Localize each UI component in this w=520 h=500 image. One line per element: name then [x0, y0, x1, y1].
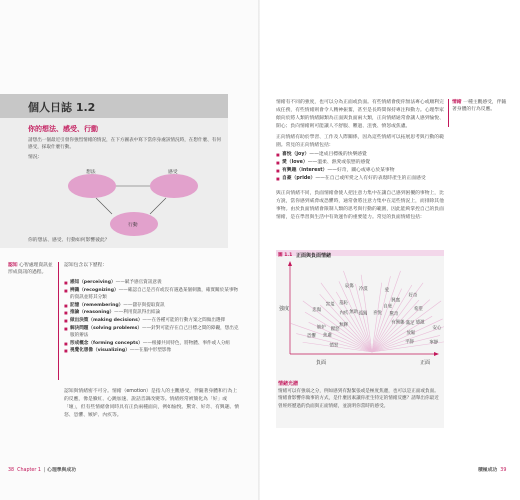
list-item: [276, 167, 444, 175]
emotion-spectrum-diagram: [276, 258, 444, 376]
positive-emotion-word: 興奮: [391, 298, 401, 304]
negative-emotion-word: 厭惡: [330, 327, 340, 333]
list-item-text: ——針對可能存在自己目標之間的障礙，想出克服的辦法: [70, 325, 239, 339]
axis-strength-label: 強度: [279, 306, 290, 312]
right-paragraph-1: 情緒有不同的強度，也可以分為正面或負面。有些情緒會使你無法專心或順利完成任務，有些情緒則會令人精神振奮，甚至是長時間保持專注和動力。心理學家傾向於將人類的情緒歸類為正面與負面兩大類，正向情緒通常會讓人感到愉悅、開心；負向情緒則可能讓人不舒服、難過、沮喪、憤怒或焦慮。: [276, 100, 444, 129]
positive-emotion-word: 自豪: [383, 304, 393, 310]
list-item-term: 感知（perceiving）: [70, 280, 116, 285]
chapter-label: Chapter 1: [17, 468, 41, 473]
sidenote-emotion: [452, 99, 508, 113]
thought-label: 想法: [86, 170, 96, 175]
list-item-text: ——根據共同特色，將物體、事件或人分組: [142, 340, 231, 346]
negative-emotion-word: 悲傷: [312, 308, 322, 314]
positive-emotion-word: 驚奇: [389, 312, 399, 318]
list-item-term: 推論（reasoning）: [70, 310, 115, 316]
list-item-text: ——儲存與提取資訊: [123, 302, 165, 308]
list-item-text: ——在自己或所愛之人有好的表現時產生的正面感受: [315, 176, 426, 181]
list-item-term: 喜悅（joy）: [282, 152, 310, 157]
negative-emotion-word: 無聊: [339, 323, 348, 329]
list-item-term: 有興趣（interest）: [282, 168, 328, 173]
positive-emotion-word: 滿足: [405, 320, 415, 326]
key-term-definition: 心智處理資訊並形成資訊的過程。: [8, 263, 53, 275]
positive-emotion-word: 希望: [413, 307, 423, 313]
negative-emotion-word: 冷漠: [358, 287, 368, 293]
negative-emotion-word: 羞恥: [339, 300, 348, 306]
list-item: [64, 340, 240, 348]
list-item-term: 記憶（remembering）: [70, 302, 124, 308]
negative-emotion-word: 孤獨: [358, 311, 368, 317]
cognition-intro: 認知包含以下歷程：: [64, 263, 108, 268]
cognition-process-list: [64, 279, 240, 355]
positive-emotion-word: 有興趣: [391, 320, 405, 326]
axis-positive-label: 正面: [420, 360, 431, 366]
right-paragraph-3: 與正向情緒不同，負面情緒會使人把注意力集中在讓自己感到困擾的事物上，比方說，當你感到威脅或恐懼時，通常會將注意力集中在這些情況上，而排除其他事物。由於負面情緒會限制人類的思考與行動的範圍，因此能夠掌控自己的負面情緒，是在學習與生活中有效運作的重要能力。常見的負面情緒包括：: [276, 191, 444, 220]
negative-emotion-word: 哀傷: [344, 284, 354, 290]
axis-negative-label: 負面: [316, 360, 327, 366]
list-item-text: ——在各種可能的行動方案之間做出選擇: [142, 317, 226, 323]
list-item: [276, 159, 444, 167]
list-item-text: ——在腦中形塑影像: [129, 348, 172, 354]
list-item-term: 辨識（recognizing）: [70, 287, 119, 293]
feeling-label: 感受: [168, 170, 178, 175]
action-label: 行動: [128, 223, 138, 228]
negative-emotion-word: 嫉妒: [316, 325, 326, 331]
positive-emotion-list: [276, 151, 444, 183]
list-item: [64, 287, 240, 302]
list-item: [276, 175, 444, 183]
list-item-text: ——利用資訊得出結論: [114, 310, 161, 316]
list-item-term: 做出決策（making decisions）: [70, 317, 143, 323]
list-item-text: ——確認自己是否有或沒有遇過某個刺激，確實關於某事物的資訊並將其分類: [70, 287, 239, 301]
sidenote-rule: [448, 99, 449, 127]
feeling-ellipse: [150, 174, 198, 198]
negative-emotion-word: 害羞: [325, 302, 335, 308]
figure-tag: 圖 1.1: [278, 253, 293, 258]
left-folio: 38 Chapter 1 | 心理學與成功: [8, 468, 76, 473]
page-number: 38: [8, 468, 15, 473]
list-item-text: ——賦予感官資訊意義: [115, 280, 162, 285]
list-item: [64, 325, 240, 340]
sidenote-definition: 一種主觀感受，伴隨著身體的行為反應。: [452, 100, 507, 112]
list-item: [64, 302, 240, 310]
page-title: 積極成功: [478, 468, 498, 473]
negative-emotion-word: 內疚: [339, 311, 349, 316]
list-item: [64, 317, 240, 325]
list-item-term: 解決問題（solving problems）: [70, 325, 142, 331]
list-item: [64, 347, 240, 355]
situation-label: 情況：: [28, 155, 43, 160]
positive-emotion-word: 喜悅: [373, 310, 382, 316]
margin-rule: [58, 262, 59, 380]
list-item-term: 形成概念（forming concepts）: [70, 340, 143, 346]
figure-caption: 情緒可以有強弱之分，例如感到有點緊張或是極度焦慮，也可以是正面或負面。情緒會影響你做事的方式，是什麼因素讓你產生特定的情緒反應？請舉出你最近曾經經歷過的負面與正面情緒，並說明你當時的感受。: [278, 389, 439, 409]
emotion-paragraph: 認知與情緒密不可分。情緒（emotion）是指人的主觀感受，伴隨著身體和行為上的反應，像是臉紅、心跳加速、說話音調改變等。情緒經常被簡化為「好」或「壞」，但有些情緒會同時具有正負兩種面向，例如愉悅、驚奇、好奇、有興趣、憤怒、恐懼、嫉妒、內疚等。: [64, 389, 240, 418]
list-item-term: 愛（love）: [282, 160, 308, 165]
positive-emotion-word: 放鬆: [406, 330, 416, 336]
page-number: 39: [500, 468, 507, 473]
key-term-word: 認知: [8, 263, 18, 268]
list-item-text: ——達成目標後的快樂感覺: [309, 152, 367, 157]
figure-caption-title: 情緒光譜: [278, 381, 299, 387]
list-item-term: 視覺化想像（visualizing）: [70, 348, 130, 354]
list-item-text: ——好奇，關心或專心於某事物: [327, 168, 395, 173]
negative-emotion-word: 恐懼: [307, 334, 316, 340]
arrow-feeling-action: [150, 198, 166, 214]
arrow-thought-action: [96, 198, 112, 214]
list-item-term: 自豪（pride）: [282, 176, 316, 181]
figure-title: 正面與負面情緒: [296, 253, 332, 259]
journal-question: 你的想法、感受、行動如何影響彼此？: [28, 238, 110, 243]
list-item: [276, 151, 444, 159]
right-paragraph-2: 正向情緒有助於學習、工作及人際關係，因為這些情緒可以拓展思考與行動的範圍。常見的正向情緒包括：: [276, 135, 444, 148]
positive-emotion-word: 感激: [415, 320, 425, 326]
valence-axis-arrowhead: [434, 352, 439, 356]
key-term-cognition: [8, 262, 56, 276]
negative-emotion-word: 憤怒: [329, 343, 339, 349]
journal-box: [0, 94, 228, 248]
negative-emotion-word: 焦慮: [323, 333, 332, 339]
thought-ellipse: [68, 174, 116, 198]
right-folio: [478, 466, 506, 473]
journal-title: 個人日誌 1.2: [28, 101, 96, 114]
positive-emotion-word: 平靜: [405, 339, 414, 345]
positive-emotion-word: 安心: [432, 326, 442, 332]
positive-emotion-word: 愛: [384, 288, 390, 294]
strength-axis-arrowhead: [288, 261, 292, 266]
journal-description: 請想出一個最近引發你強烈情緒的情況，在下方圖表中寫下當你身處該情況時，在想什麼、有何感受，採取什麼行動。: [28, 138, 221, 150]
positive-emotion-word: 好奇: [408, 293, 418, 299]
list-item: [64, 279, 240, 287]
negative-emotion-word: 無助: [349, 310, 359, 316]
positive-emotion-word: 寧靜: [429, 340, 439, 346]
list-item: [64, 309, 240, 317]
list-item-text: ——溫柔、熱愛或依戀的感覺: [307, 160, 371, 165]
sidenote-term: 情緒: [452, 100, 462, 105]
journal-subtitle: 你的想法、感受、行動: [28, 125, 98, 133]
chapter-title: 心理學與成功: [47, 468, 76, 473]
